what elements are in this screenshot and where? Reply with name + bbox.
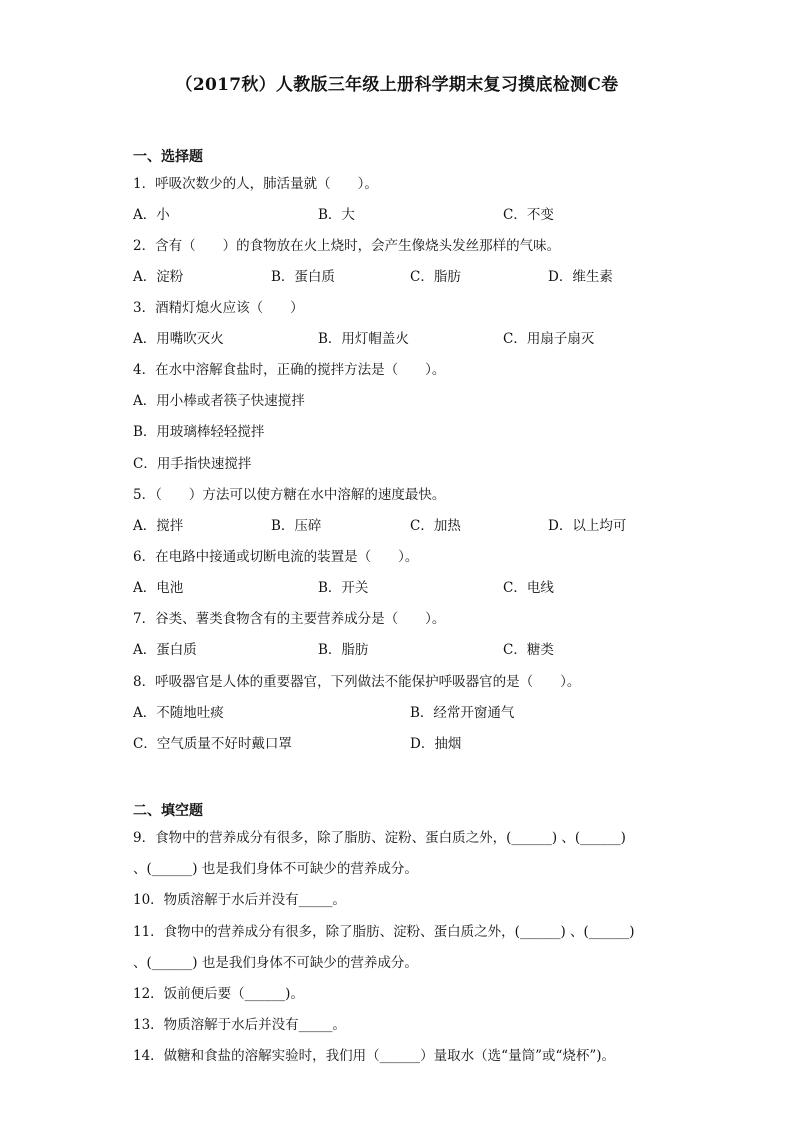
question-8-option-d: D．抽烟 <box>410 736 462 752</box>
question-8-option-b: B．经常开窗通气 <box>410 705 515 721</box>
question-4-stem: 4．在水中溶解食盐时，正确的搅拌方法是（ ）。 <box>133 362 446 378</box>
question-5-option-d: D．以上均可 <box>548 518 627 534</box>
question-5-option-b: B．压碎 <box>271 518 322 534</box>
question-1-stem: 1．呼吸次数少的人，肺活量就（ ）。 <box>133 176 378 192</box>
question-12: 12．饭前便后要（______)。 <box>133 986 304 1002</box>
question-5-option-c: C．加热 <box>410 518 461 534</box>
question-1-option-a: A．小 <box>133 207 170 223</box>
question-7-stem: 7．谷类、薯类食物含有的主要营养成分是（ ）。 <box>133 611 446 627</box>
question-2-option-d: D．维生素 <box>548 269 613 285</box>
section-heading-fill: 二、填空题 <box>133 803 203 819</box>
question-2-option-a: A．淀粉 <box>133 269 184 285</box>
question-11-line-2: 、(______) 也是我们身体不可缺少的营养成分。 <box>133 955 418 971</box>
question-9-line-2: 、(______) 也是我们身体不可缺少的营养成分。 <box>133 861 418 877</box>
question-6-option-a: A．电池 <box>133 580 184 596</box>
question-2-option-c: C．脂肪 <box>410 269 461 285</box>
question-4-option-a: A．用小棒或者筷子快速搅拌 <box>133 393 305 409</box>
question-4-option-c: C．用手指快速搅拌 <box>133 456 252 472</box>
question-7-option-a: A．蛋白质 <box>133 642 197 658</box>
question-2-option-b: B．蛋白质 <box>271 269 335 285</box>
question-10: 10．物质溶解于水后并没有_____。 <box>133 892 346 908</box>
question-3-option-a: A．用嘴吹灭火 <box>133 331 224 347</box>
question-9-line-1: 9．食物中的营养成分有很多，除了脂肪、淀粉、蛋白质之外，(______) 、(______) <box>133 830 626 846</box>
question-7-option-c: C．糖类 <box>503 642 554 658</box>
question-13: 13．物质溶解于水后并没有_____。 <box>133 1017 346 1033</box>
page-title: （2017秋）人教版三年级上册科学期末复习摸底检测C卷 <box>175 75 619 95</box>
question-6-option-b: B．开关 <box>318 580 369 596</box>
question-14: 14．做糖和食盐的溶解实验时，我们用（______）量取水（选“量筒”或“烧杯”)。 <box>133 1048 616 1064</box>
question-8-option-c: C．空气质量不好时戴口罩 <box>133 736 292 752</box>
question-7-option-b: B．脂肪 <box>318 642 369 658</box>
question-8-stem: 8．呼吸器官是人体的重要器官，下列做法不能保护呼吸器官的是（ ）。 <box>133 674 581 690</box>
question-3-option-b: B．用灯帽盖火 <box>318 331 409 347</box>
question-1-option-c: C．不变 <box>503 207 554 223</box>
question-3-stem: 3．酒精灯熄火应该（ ） <box>133 300 304 316</box>
question-8-option-a: A．不随地吐痰 <box>133 705 224 721</box>
question-5-option-a: A．搅拌 <box>133 518 184 534</box>
question-3-option-c: C．用扇子扇灭 <box>503 331 595 347</box>
question-2-stem: 2．含有（ ）的食物放在火上烧时，会产生像烧头发丝那样的气味。 <box>133 238 561 254</box>
question-5-stem: 5．（ ）方法可以使方糖在水中溶解的速度最快。 <box>133 487 446 503</box>
question-6-option-c: C．电线 <box>503 580 554 596</box>
question-4-option-b: B．用玻璃棒轻轻搅拌 <box>133 424 265 440</box>
question-6-stem: 6．在电路中接通或切断电流的装置是（ ）。 <box>133 549 419 565</box>
question-11-line-1: 11．食物中的营养成分有很多，除了脂肪、淀粉、蛋白质之外，(______) 、(______) <box>133 924 635 940</box>
question-1-option-b: B．大 <box>318 207 355 223</box>
section-heading-choice: 一、选择题 <box>133 149 203 165</box>
